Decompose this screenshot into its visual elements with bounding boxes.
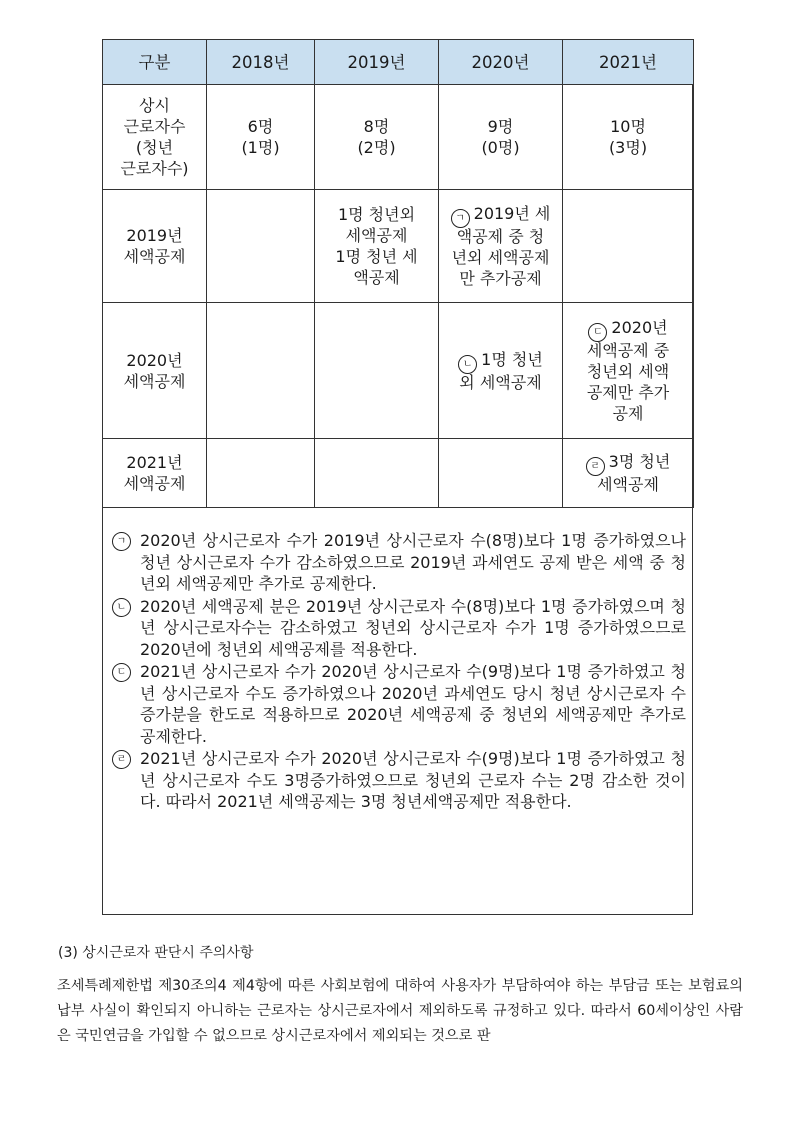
cell-2019 <box>315 85 439 190</box>
cell-2018 <box>207 190 315 303</box>
cell-2021 <box>563 190 694 303</box>
cell-2018 <box>207 303 315 439</box>
circled-mark: ㄴ <box>458 355 477 374</box>
tax-credit-table <box>102 39 694 508</box>
row-label <box>103 190 207 303</box>
circled-mark: ㄴ <box>112 598 131 617</box>
explanation-notes <box>112 530 686 814</box>
cell-2020 <box>439 439 563 508</box>
circled-mark: ㄹ <box>586 457 605 476</box>
note-item <box>112 530 686 595</box>
circled-mark: ㄷ <box>588 323 607 342</box>
cell-2020 <box>439 303 563 439</box>
section-title: (3) 상시근로자 판단시 주의사항 <box>58 945 254 961</box>
header-2021: 2021년 <box>563 40 694 85</box>
circled-mark: ㄷ <box>112 663 131 682</box>
table-header-row <box>103 40 694 85</box>
circled-mark: ㄱ <box>451 209 470 228</box>
table-row-2019-credit <box>103 190 694 303</box>
cell-2018 <box>207 439 315 508</box>
row-label-text: 2020년 세액공제 <box>123 350 186 391</box>
note-item <box>112 661 686 747</box>
cell-2021 <box>563 85 694 190</box>
cell-2021 <box>563 303 694 439</box>
cell-text: 9명 (0명) <box>481 117 520 157</box>
table-row-2021-credit <box>103 439 694 508</box>
note-item <box>112 596 686 661</box>
cell-text-body: 2020년 세액공제 중 청년외 세액 공제만 추가 공제 <box>586 318 670 423</box>
note-text: 2021년 상시근로자 수가 2020년 상시근로자 수(9명)보다 1명 증가하였고 청년 상시근로자 수도 증가하였으나 2020년 과세연도 당시 청년 상시근로자 수 증가분을 한도로 적용하므로 2020년 세액공제 중 청년외 세액공제만 추가로 공제한다. <box>140 662 686 746</box>
header-2019: 2019년 <box>315 40 439 85</box>
note-text: 2020년 세액공제 분은 2019년 상시근로자 수(8명)보다 1명 증가하였으며 청년 상시근로자수는 감소하였고 청년외 상시근로자 수가 1명 증가하였으므로 2020년에 청년외 세액공제를 적용한다. <box>140 596 686 659</box>
cell-2018 <box>207 85 315 190</box>
circled-mark: ㄱ <box>112 532 131 551</box>
cell-2019 <box>315 439 439 508</box>
row-label-text: 2021년 세액공제 <box>123 453 186 493</box>
row-label-text: 상시 근로자수 (청년 근로자수) <box>120 96 189 178</box>
cell-text: 1명 청년외 세액공제 1명 청년 세 액공제 <box>335 205 418 287</box>
cell-2019 <box>315 303 439 439</box>
cell-text-body: 2019년 세 액공제 중 청 년외 세액공제 만 추가공제 <box>451 204 551 288</box>
header-category: 구분 <box>103 40 207 85</box>
note-item <box>112 748 686 813</box>
table-row-employees <box>103 85 694 190</box>
cell-text <box>587 317 669 424</box>
table-row-2020-credit <box>103 303 694 439</box>
row-label-text: 2019년 세액공제 <box>123 226 186 266</box>
note-text: 2021년 상시근로자 수가 2020년 상시근로자 수(9명)보다 1명 증가하였고 청년 상시근로자 수도 3명증가하였으므로 청년외 근로자 수는 2명 감소한 것이다. 따라서 2021년 세액공제는 3명 청년세액공제만 적용한다. <box>140 749 686 811</box>
row-label <box>103 85 207 190</box>
cell-text: 8명 (2명) <box>357 117 396 157</box>
circled-mark: ㄹ <box>112 750 131 769</box>
cell-2020 <box>439 190 563 303</box>
cell-text <box>458 349 543 393</box>
cell-text: 10명 (3명) <box>608 117 648 157</box>
cell-2020 <box>439 85 563 190</box>
body-paragraph: 조세특례제한법 제30조의4 제4항에 따른 사회보험에 대하여 사용자가 부담하여야 하는 부담금 또는 보험료의 납부 사실이 확인되지 아니하는 근로자는 상시근로자에서 제외하도록 규정하고 있다. 따라서 60세이상인 사람은 국민연금을 가입할 수 없으므로 상시근로자에서 제외되는 것으로 판 <box>57 978 743 1044</box>
cell-text: 6명 (1명) <box>241 117 280 157</box>
note-text: 2020년 상시근로자 수가 2019년 상시근로자 수(8명)보다 1명 증가하였으나 청년 상시근로자 수가 감소하였으므로 2019년 과세연도 공제 받은 세액 중 청년외 세액공제만 추가로 공제한다. <box>140 531 686 593</box>
header-2020: 2020년 <box>439 40 563 85</box>
row-label <box>103 439 207 508</box>
cell-text-body: 1명 청년 외 세액공제 <box>459 349 543 392</box>
cell-text <box>451 203 551 289</box>
cell-text-body: 3명 청년 세액공제 <box>597 452 671 494</box>
row-label <box>103 303 207 439</box>
cell-2021 <box>563 439 694 508</box>
header-2018: 2018년 <box>207 40 315 85</box>
cell-2019 <box>315 190 439 303</box>
cell-text <box>586 451 671 495</box>
